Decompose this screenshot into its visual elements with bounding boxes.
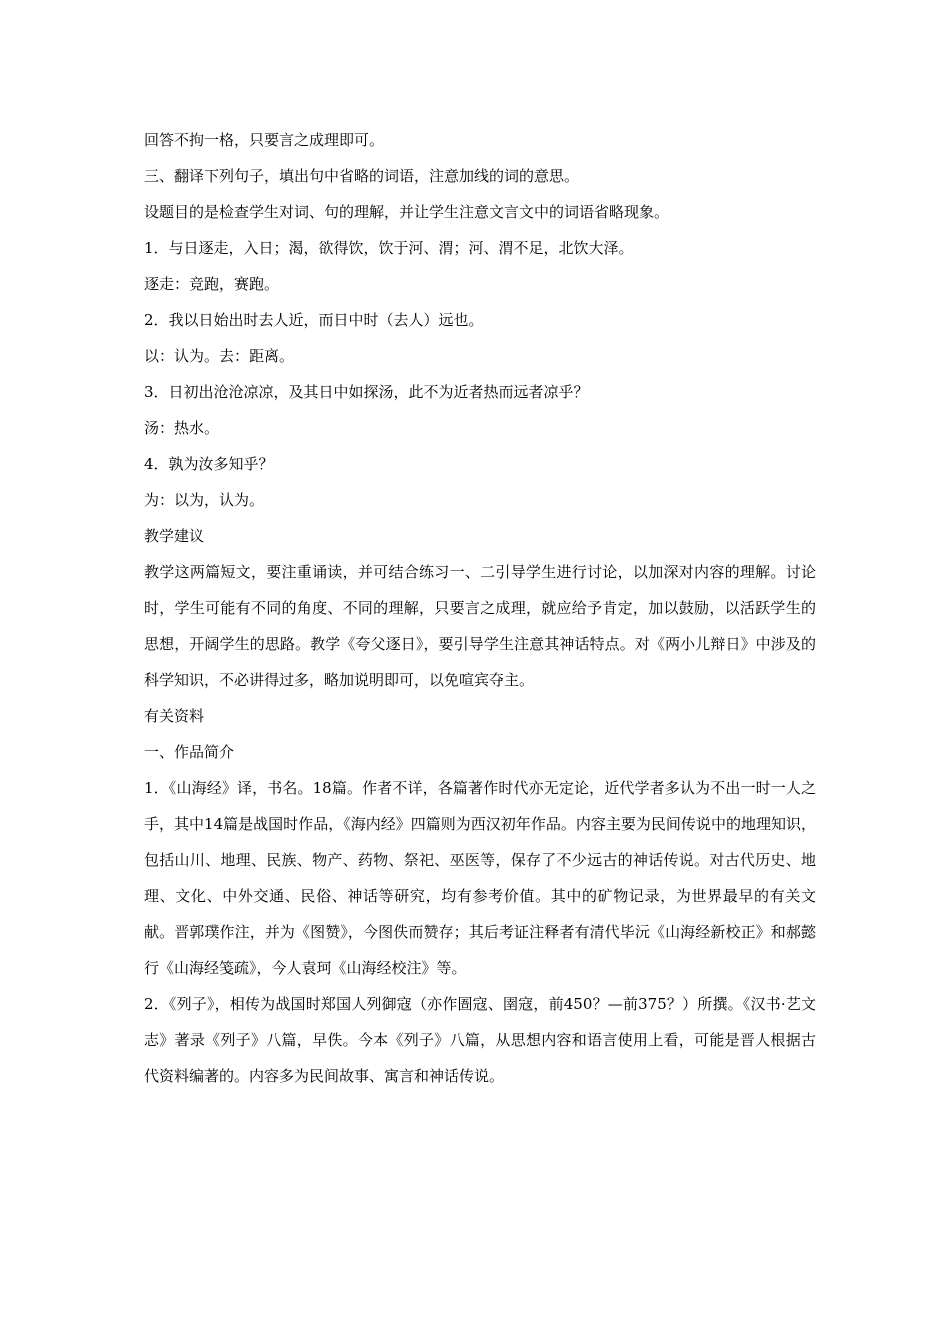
gloss-2: 以：认为。去：距离。 — [144, 347, 295, 365]
heading-exercise-three: 三、翻译下列句子，填出句中省略的词语，注意加线的词的意思。 — [144, 167, 580, 185]
heading-teaching-advice: 教学建议 — [144, 527, 205, 545]
sentence-1: 1．与日逐走，入日；渴，欲得饮，饮于河、渭；河、渭不足，北饮大泽。 — [144, 239, 634, 257]
sentence-3: 3．日初出沧沧凉凉，及其日中如探汤，此不为近者热而远者凉乎？ — [144, 383, 589, 401]
paragraph-liezi: 2．《列子》，相传为战国时郑国人列御寇（亦作圄寇、圉寇，前450？—前375？）所撰。《汉书·艺文志》著录《列子》八篇，早佚。今本《列子》八篇，从思想内容和语言使用上看，可能是晋人根据古代资料编著的。内容多为民间故事、寓言和神话传说。 — [144, 995, 816, 1085]
heading-works-intro: 一、作品简介 — [144, 743, 235, 761]
paragraph-answer-note: 回答不拘一格，只要言之成理即可。 — [144, 131, 385, 149]
document-body — [144, 122, 816, 1094]
gloss-3: 汤：热水。 — [144, 419, 220, 437]
heading-related-materials: 有关资料 — [144, 707, 205, 725]
paragraph-exercise-purpose: 设题目的是检查学生对词、句的理解，并让学生注意文言文中的词语省略现象。 — [144, 203, 670, 221]
paragraph-shanhaijing: 1．《山海经》译，书名。18篇。作者不详，各篇著作时代亦无定论，近代学者多认为不出一时一人之手，其中14篇是战国时作品，《海内经》四篇则为西汉初年作品。内容主要为民间传说中的地理知识，包括山川、地理、民族、物产、药物、祭祀、巫医等，保存了不少远古的神话传说。对古代历史、地理、文化、中外交通、民俗、神话等研究，均有参考价值。其中的矿物记录，为世界最早的有关文献。晋郭璞作注，并为《图赞》，今图佚而赞存；其后考证注释者有清代毕沅《山海经新校正》和郝懿行《山海经笺疏》，今人袁珂《山海经校注》等。 — [144, 779, 816, 977]
sentence-4: 4．孰为汝多知乎？ — [144, 455, 274, 473]
sentence-2: 2．我以日始出时去人近，而日中时（去人）远也。 — [144, 311, 484, 329]
gloss-1: 逐走：竞跑，赛跑。 — [144, 275, 280, 293]
gloss-4: 为：以为，认为。 — [144, 491, 265, 509]
paragraph-teaching-advice: 教学这两篇短文，要注重诵读，并可结合练习一、二引导学生进行讨论，以加深对内容的理解。讨论时，学生可能有不同的角度、不同的理解，只要言之成理，就应给予肯定，加以鼓励，以活跃学生的思想，开阔学生的思路。教学《夸父逐日》，要引导学生注意其神话特点。对《两小儿辩日》中涉及的科学知识，不必讲得过多，略加说明即可，以免喧宾夺主。 — [144, 563, 816, 689]
